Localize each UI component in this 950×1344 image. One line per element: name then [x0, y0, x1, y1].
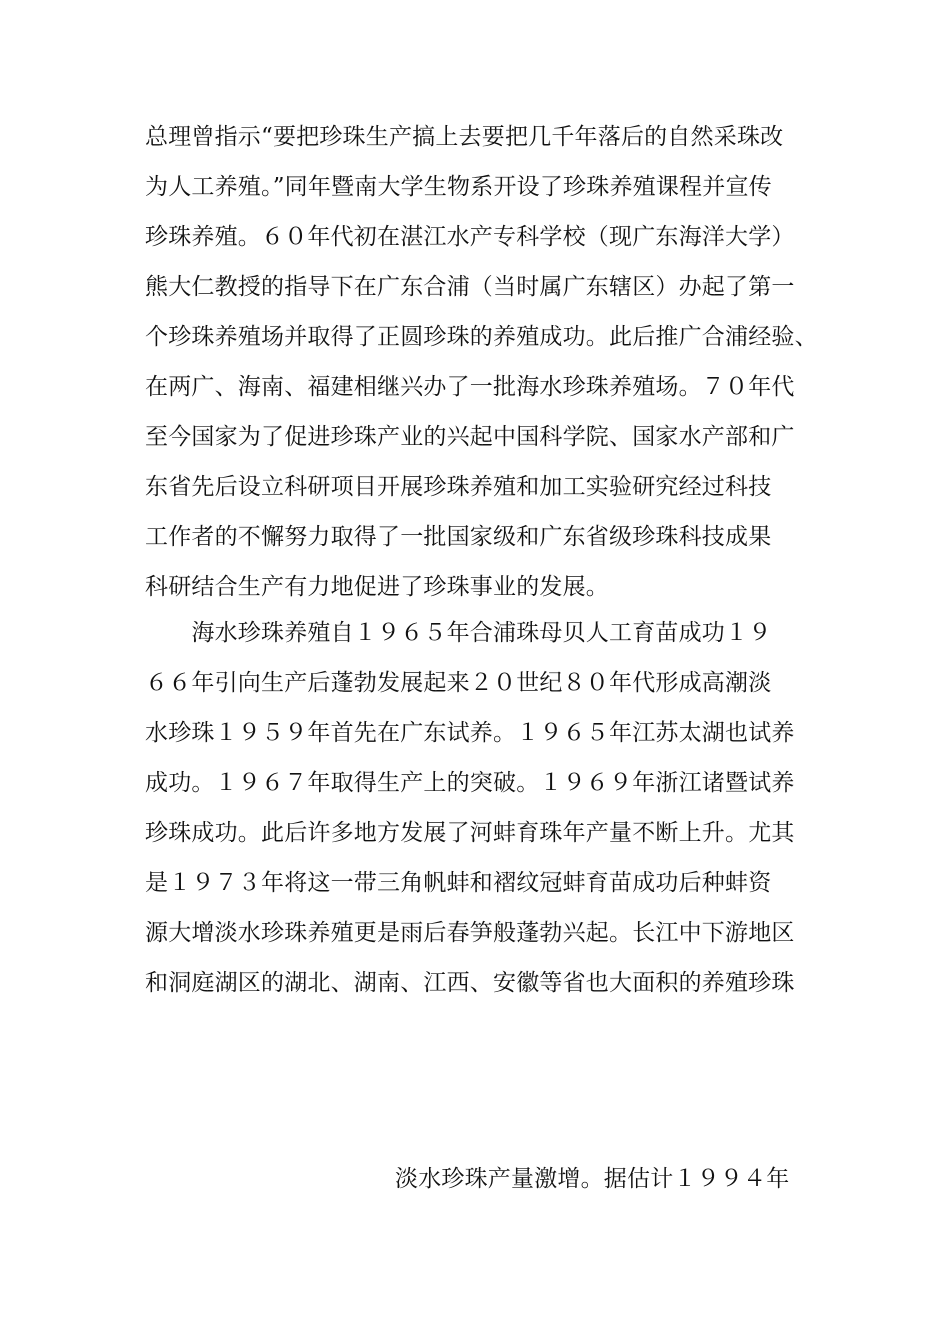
text-line: 水珍珠１９５９年首先在广东试养。１９６５年江苏太湖也试养	[145, 720, 795, 746]
paragraph-2	[145, 608, 815, 1008]
trailing-text-line: 淡水珍珠产量激增。据估计１９９４年	[395, 1166, 790, 1192]
text-line: 海水珍珠养殖自１９６５年合浦珠母贝人工育苗成功１９	[145, 620, 772, 646]
text-line: 源大增淡水珍珠养殖更是雨后春笋般蓬勃兴起。长江中下游地区	[145, 920, 795, 946]
text-line: 为人工养殖。”同年暨南大学生物系开设了珍珠养殖课程并宣传	[145, 174, 772, 200]
text-line: 至今国家为了促进珍珠产业的兴起中国科学院、国家水产部和广	[145, 424, 795, 450]
text-line: 是１９７３年将这一带三角帆蚌和褶纹冠蚌育苗成功后种蚌资	[145, 870, 772, 896]
text-line: 成功。１９６７年取得生产上的突破。１９６９年浙江诸暨试养	[145, 770, 795, 796]
text-line: 熊大仁教授的指导下在广东合浦（当时属广东辖区）办起了第一	[145, 274, 795, 300]
text-line: 珍珠成功。此后许多地方发展了河蚌育珠年产量不断上升。尤其	[145, 820, 795, 846]
text-line: 总理曾指示“要把珍珠生产搞上去要把几千年落后的自然采珠改	[145, 124, 784, 150]
text-line: 珍珠养殖。６０年代初在湛江水产专科学校（现广东海洋大学）	[145, 224, 795, 250]
text-line: 和洞庭湖区的湖北、湖南、江西、安徽等省也大面积的养殖珍珠	[145, 970, 795, 996]
text-line: 工作者的不懈努力取得了一批国家级和广东省级珍珠科技成果	[145, 524, 772, 550]
text-line: ６６年引向生产后蓬勃发展起来２０世纪８０年代形成高潮淡	[145, 670, 772, 696]
paragraph-1	[145, 112, 818, 612]
text-line: 在两广、海南、福建相继兴办了一批海水珍珠养殖场。７０年代	[145, 374, 795, 400]
text-line: 东省先后设立科研项目开展珍珠养殖和加工实验研究经过科技	[145, 474, 772, 500]
text-line: 科研结合生产有力地促进了珍珠事业的发展。	[145, 574, 609, 600]
text-line: 个珍珠养殖场并取得了正圆珍珠的养殖成功。此后推广合浦经验、	[145, 324, 818, 350]
